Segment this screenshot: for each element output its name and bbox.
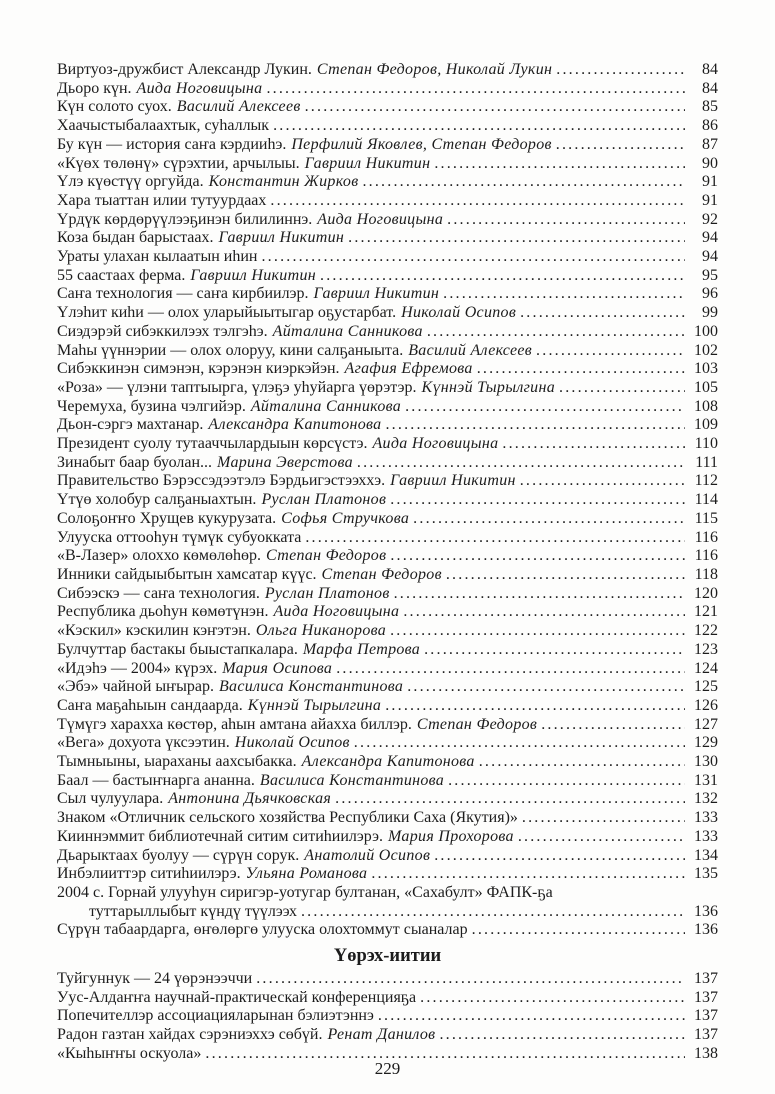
entry-authors: Василий Алексеев: [408, 341, 533, 359]
toc-entry: [57, 989, 718, 1008]
entry-page-number: 137: [694, 988, 718, 1006]
entry-title: Виртуоз-дружбист Александр Лукин.: [57, 61, 312, 78]
entry-title: Солоҕоҥҥо Хрущев кукурузата.: [57, 509, 277, 527]
table-of-contents: [57, 61, 718, 1064]
entry-title: туттарыллыбыт күндү түүлээх: [89, 902, 297, 920]
toc-entry: [57, 155, 718, 174]
entry-page-number: 129: [694, 734, 718, 752]
dot-leader: [434, 847, 685, 866]
entry-page-number: 127: [694, 715, 718, 733]
entry-page-number: 115: [694, 509, 718, 527]
dot-leader: [477, 360, 685, 379]
dot-leader: [378, 1007, 685, 1026]
toc-entry: [57, 660, 718, 679]
dot-leader: [434, 155, 685, 174]
entry-page-number: 96: [702, 285, 718, 303]
entry-authors: Мария Прохорова: [388, 827, 514, 845]
toc-entry: [57, 117, 718, 136]
entry-title: Сиэдэрэй сибэккилээх тэлгэһэ.: [57, 322, 268, 340]
entry-authors: Гавриил Никитин: [390, 472, 516, 490]
entry-page-number: 86: [702, 117, 718, 135]
dot-leader: [385, 416, 685, 435]
toc-entry: [57, 285, 718, 304]
entry-authors: Александра Капитонова: [301, 753, 475, 771]
entry-title: «Роза» — үлэни таптыырга, үлэҕэ уһуйарга үөрэтэр.: [57, 378, 417, 396]
entry-title: Маһы үүннэрии — олох олоруу, кини салҕаныыта.: [57, 341, 404, 359]
dot-leader: [520, 472, 685, 491]
entry-page-number: 85: [702, 98, 718, 116]
entry-page-number: 124: [694, 659, 718, 677]
dot-leader: [385, 697, 685, 716]
entry-title: Ураты улахан кылаатын иһин: [57, 248, 258, 266]
entry-authors: Ульяна Романова: [245, 865, 368, 883]
toc-entry: [57, 921, 718, 940]
entry-page-number: 121: [694, 603, 718, 621]
toc-entry: [57, 136, 718, 155]
entry-authors: Антонина Дьячковская: [168, 790, 332, 808]
entry-authors: Аида Ноговицына: [317, 210, 444, 228]
entry-authors: Николай Осипов: [401, 304, 517, 322]
dot-leader: [357, 454, 685, 473]
entry-authors: Ольга Никанорова: [255, 622, 387, 640]
toc-entry: [57, 734, 718, 753]
entry-authors: Степан Федоров: [266, 547, 387, 565]
entry-title: Туйгуннук — 24 үөрэнээччи: [57, 970, 253, 988]
entry-title: Черемуха, бузина чэлгийэр.: [57, 397, 246, 415]
entry-title: Үлэ күөстүү оргуйда.: [57, 173, 204, 191]
toc-entry: [57, 304, 718, 323]
dot-leader: [536, 342, 685, 361]
dot-leader: [394, 585, 685, 604]
toc-entry: [57, 267, 718, 286]
entry-page-number: 100: [694, 322, 718, 340]
entry-page-number: 110: [694, 435, 718, 453]
entry-title: Инники сайдыыбытын хамсатар күүс.: [57, 565, 317, 583]
entry-page-number: 130: [694, 753, 718, 771]
entry-title: «В-Лазер» олоххо көмөлөһөр.: [57, 547, 262, 565]
toc-entry: [57, 809, 718, 828]
entry-authors: Руслан Платонов: [261, 491, 387, 509]
entry-page-number: 108: [694, 397, 718, 415]
dot-leader: [559, 379, 685, 398]
toc-entry: [57, 566, 718, 585]
entry-authors: Перфилий Яковлев, Степан Федоров: [291, 135, 552, 153]
section-heading: Үөрэх-иитии: [333, 946, 442, 967]
dot-leader: [439, 1026, 685, 1045]
entry-title: Кииннэммит библиотечнай ситим ситиһиилэрэ.: [57, 827, 384, 845]
entry-page-number: 123: [694, 640, 718, 658]
toc-entry: [57, 211, 718, 230]
entry-page-number: 135: [694, 865, 718, 883]
dot-leader: [479, 753, 685, 772]
entry-title: Уус-Алдаҥҥа научнай-практическай конференцияҕа: [57, 988, 417, 1006]
entry-page-number: 99: [702, 304, 718, 322]
entry-page-number: 95: [702, 266, 718, 284]
entry-title: Улууска оттооһун түмүк субуокката: [57, 528, 302, 546]
entry-page-number: 116: [694, 547, 718, 565]
entry-page-number: 111: [695, 453, 718, 471]
entry-title: Знаком «Отличник сельского хозяйства Республики Саха (Якутия)»: [57, 809, 518, 827]
entry-page-number: 136: [694, 921, 718, 939]
dot-leader: [405, 398, 685, 417]
entry-title: Бу күн — история саҥа кэрдииһэ.: [57, 135, 287, 153]
entry-page-number: 94: [702, 248, 718, 266]
entry-page-number: 91: [702, 191, 718, 209]
dot-leader: [305, 98, 685, 117]
toc-entry: [57, 472, 718, 491]
entry-title: Сибээскэ — саҥа технология.: [57, 584, 260, 602]
entry-page-number: 105: [694, 378, 718, 396]
entry-page-number: 112: [694, 472, 718, 490]
entry-title: Дьон-сэргэ махтанар.: [57, 416, 204, 434]
entry-page-number: 91: [702, 173, 718, 191]
dot-leader: [556, 61, 685, 80]
toc-entry: [57, 678, 718, 697]
entry-title: Республика дьоһун көмөтүнэн.: [57, 603, 269, 621]
toc-entry: [57, 865, 718, 884]
entry-title: Президент суолу тутааччылардыын көрсүстэ.: [57, 435, 368, 453]
toc-entry: [57, 491, 718, 510]
entry-page-number: 84: [702, 79, 718, 97]
entry-title: Дьарыктаах буолуу — сүрүн сорук.: [57, 846, 300, 864]
entry-authors: Степан Федоров: [416, 715, 538, 733]
dot-leader: [427, 323, 685, 342]
entry-title: Дьоро күн.: [57, 79, 132, 97]
entry-page-number: 134: [694, 846, 718, 864]
dot-leader: [261, 248, 685, 267]
entry-title: Саҥа маҕаһыын сандаарда.: [57, 696, 243, 714]
entry-authors: Василий Алексеев: [176, 98, 301, 116]
toc-entry: [57, 454, 718, 473]
toc-entry: [57, 716, 718, 735]
dot-leader: [443, 285, 685, 304]
toc-entry: [57, 903, 718, 922]
dot-leader: [348, 229, 685, 248]
entry-page-number: 103: [694, 360, 718, 378]
entry-page-number: 90: [702, 154, 718, 172]
toc-entry: [57, 435, 718, 454]
entry-authors: Анатолий Осипов: [304, 846, 431, 864]
entry-title: Баал — бастыҥнарга ананна.: [57, 771, 255, 789]
toc-entry: [57, 585, 718, 604]
dot-leader: [336, 660, 685, 679]
entry-page-number: 94: [702, 229, 718, 247]
entry-authors: Ренат Данилов: [327, 1026, 436, 1044]
dot-leader: [522, 809, 685, 828]
entry-authors: Мария Осипова: [222, 659, 333, 677]
entry-authors: Василиса Константинова: [218, 678, 404, 696]
toc-entry: [57, 61, 718, 80]
dot-leader: [541, 716, 685, 735]
entry-authors: Агафия Ефремова: [344, 360, 473, 378]
toc-entry: [57, 342, 718, 361]
entry-title: Булчуттар бастакы быыстапкалара.: [57, 640, 298, 658]
toc-entry: [57, 98, 718, 117]
toc-entry: [57, 603, 718, 622]
dot-leader: [301, 903, 685, 922]
dot-leader: [520, 304, 685, 323]
entry-page-number: 84: [702, 61, 718, 78]
entry-title: Попечителлэр ассоциацияларынан бэлиэтэннэ: [57, 1007, 374, 1025]
entry-page-number: 118: [694, 565, 718, 583]
entry-title: Сыл чулуулара.: [57, 790, 164, 808]
entry-authors: Аида Ноговицына: [136, 79, 263, 97]
toc-entry: [57, 753, 718, 772]
dot-leader: [407, 678, 685, 697]
dot-leader: [446, 566, 685, 585]
dot-leader: [273, 117, 685, 136]
entry-authors: Руслан Платонов: [264, 584, 390, 602]
dot-leader: [424, 641, 685, 660]
toc-entry: [57, 173, 718, 192]
entry-page-number: 133: [694, 827, 718, 845]
toc-entry: [57, 192, 718, 211]
entry-title: Правительство Бэрэссэдээтэлэ Бэрдьигэстээххэ.: [57, 472, 386, 490]
dot-leader: [447, 211, 685, 230]
entry-authors: Күннэй Тырылгина: [421, 378, 556, 396]
toc-entry: [57, 884, 718, 903]
entry-page-number: 116: [694, 528, 718, 546]
entry-title: Хаачыстыбалаахтык, суһаллык: [57, 117, 270, 135]
dot-leader: [448, 772, 685, 791]
entry-title: 2004 с. Горнай улууһун сиригэр-уотугар бултанан, «Сахабулт» ФАПК-ҕа: [57, 883, 553, 901]
toc-entry: [57, 379, 718, 398]
entry-title: Сибэккинэн симэнэн, кэрэнэн киэркэйэн.: [57, 360, 340, 378]
entry-page-number: 136: [694, 902, 718, 920]
entry-page-number: 92: [702, 210, 718, 228]
entry-title: Түмүгэ харахха көстөр, аһын амтана айахха биллэр.: [57, 715, 412, 733]
entry-authors: Василиса Константинова: [259, 771, 445, 789]
toc-entry: [57, 772, 718, 791]
page-number: 229: [374, 1059, 401, 1078]
dot-leader: [305, 529, 685, 548]
entry-page-number: 133: [694, 809, 718, 827]
entry-title: Үлэһит киһи — олох уларыйыытыгар оҕустарбат.: [57, 304, 397, 322]
toc-entry: [57, 1007, 718, 1026]
toc-entry: [57, 622, 718, 641]
entry-page-number: 131: [694, 771, 718, 789]
toc-entry: [57, 80, 718, 99]
toc-entry: [57, 360, 718, 379]
toc-entry: [57, 248, 718, 267]
dot-leader: [390, 491, 685, 510]
toc-entry: [57, 398, 718, 417]
dot-leader: [266, 80, 685, 99]
dot-leader: [518, 828, 685, 847]
toc-entry: [57, 529, 718, 548]
entry-authors: Степан Федоров: [321, 565, 442, 583]
entry-authors: Гавриил Никитин: [218, 229, 345, 247]
entry-title: «Эбэ» чайной ыҥырар.: [57, 678, 214, 696]
toc-entry: [57, 510, 718, 529]
toc-entry: [57, 697, 718, 716]
entry-page-number: 138: [694, 1044, 718, 1062]
dot-leader: [390, 547, 685, 566]
entry-title: Тымныыны, ыараханы аахсыбакка.: [57, 753, 297, 771]
entry-authors: Марина Эверстова: [217, 453, 353, 471]
entry-page-number: 132: [694, 790, 718, 808]
entry-authors: Софья Стручкова: [281, 509, 410, 527]
entry-authors: Николай Осипов: [234, 734, 350, 752]
dot-leader: [390, 622, 685, 641]
dot-leader: [403, 603, 685, 622]
entry-authors: Аида Ноговицына: [273, 603, 400, 621]
entry-page-number: 102: [694, 341, 718, 359]
entry-title: «Кыһыҥҥы оскуола»: [57, 1044, 202, 1062]
entry-title: Коза быдан барыстаах.: [57, 229, 214, 247]
toc-entry: [57, 790, 718, 809]
entry-authors: Аида Ноговицына: [372, 435, 499, 453]
entry-title: «Вега» дохуота үксээтин.: [57, 734, 230, 752]
toc-entry: [57, 1026, 718, 1045]
entry-authors: Айталина Санникова: [272, 322, 423, 340]
dot-leader: [472, 921, 685, 940]
toc-entry: [57, 416, 718, 435]
dot-leader: [502, 435, 685, 454]
entry-authors: Күннэй Тырылгина: [247, 696, 382, 714]
toc-entry: [57, 547, 718, 566]
entry-title: «Күөх төлөнү» сүрэхтии, арчылыы.: [57, 154, 300, 172]
dot-leader: [256, 970, 685, 989]
entry-title: Үрдүк көрдөрүүлээҕинэн билилиннэ.: [57, 210, 313, 228]
entry-title: Үтүө холобур салҕаныахтын.: [57, 491, 257, 509]
entry-authors: Айталина Санникова: [250, 397, 402, 415]
dot-leader: [362, 173, 685, 192]
dot-leader: [420, 989, 685, 1008]
entry-page-number: 126: [694, 696, 718, 714]
entry-authors: Марфа Петрова: [302, 640, 421, 658]
dot-leader: [371, 865, 685, 884]
dot-leader: [335, 790, 685, 809]
entry-title: Күн солото суох.: [57, 98, 172, 116]
entry-authors: Константин Жирков: [208, 173, 359, 191]
toc-entry: [57, 828, 718, 847]
toc-entry: [57, 323, 718, 342]
entry-page-number: 137: [694, 1026, 718, 1044]
entry-authors: Гавриил Никитин: [190, 266, 316, 284]
entry-title: Инбэлииттэр ситиһиилэрэ.: [57, 865, 241, 883]
entry-authors: Гавриил Никитин: [304, 154, 431, 172]
entry-title: «Идэһэ — 2004» күрэх.: [57, 659, 218, 677]
entry-title: Саҥа технология — саҥа кирбиилэр.: [57, 285, 309, 303]
dot-leader: [556, 136, 685, 155]
entry-title: 55 саастаах ферма.: [57, 266, 186, 284]
dot-leader: [270, 192, 685, 211]
toc-entry: [57, 229, 718, 248]
entry-page-number: 114: [694, 491, 718, 509]
entry-page-number: 109: [694, 416, 718, 434]
toc-entry: [57, 970, 718, 989]
entry-title: Зинабыт баар буолан...: [57, 453, 213, 471]
entry-page-number: 137: [694, 970, 718, 988]
entry-authors: Гавриил Никитин: [313, 285, 440, 303]
dot-leader: [354, 734, 685, 753]
dot-leader: [413, 510, 685, 529]
entry-page-number: 125: [694, 678, 718, 696]
entry-title: Сүрүн табаардарга, өҥөлөргө улууска олохтоммут сыаналар: [57, 921, 468, 939]
entry-authors: Александра Капитонова: [208, 416, 382, 434]
entry-page-number: 137: [694, 1007, 718, 1025]
dot-leader: [320, 267, 685, 286]
toc-entry: [57, 847, 718, 866]
entry-title: Радон газтан хайдах сэрэниэххэ сөбүй.: [57, 1026, 323, 1044]
toc-entry: [57, 641, 718, 660]
entry-page-number: 120: [694, 584, 718, 602]
entry-page-number: 87: [702, 135, 718, 153]
entry-page-number: 122: [694, 622, 718, 640]
entry-title: «Кэскил» кэскилин кэҥэтэн.: [57, 622, 251, 640]
entry-authors: Степан Федоров, Николай Лукин: [316, 61, 553, 78]
entry-title: Хара тыаттан илии тутуурдаах: [57, 191, 267, 209]
